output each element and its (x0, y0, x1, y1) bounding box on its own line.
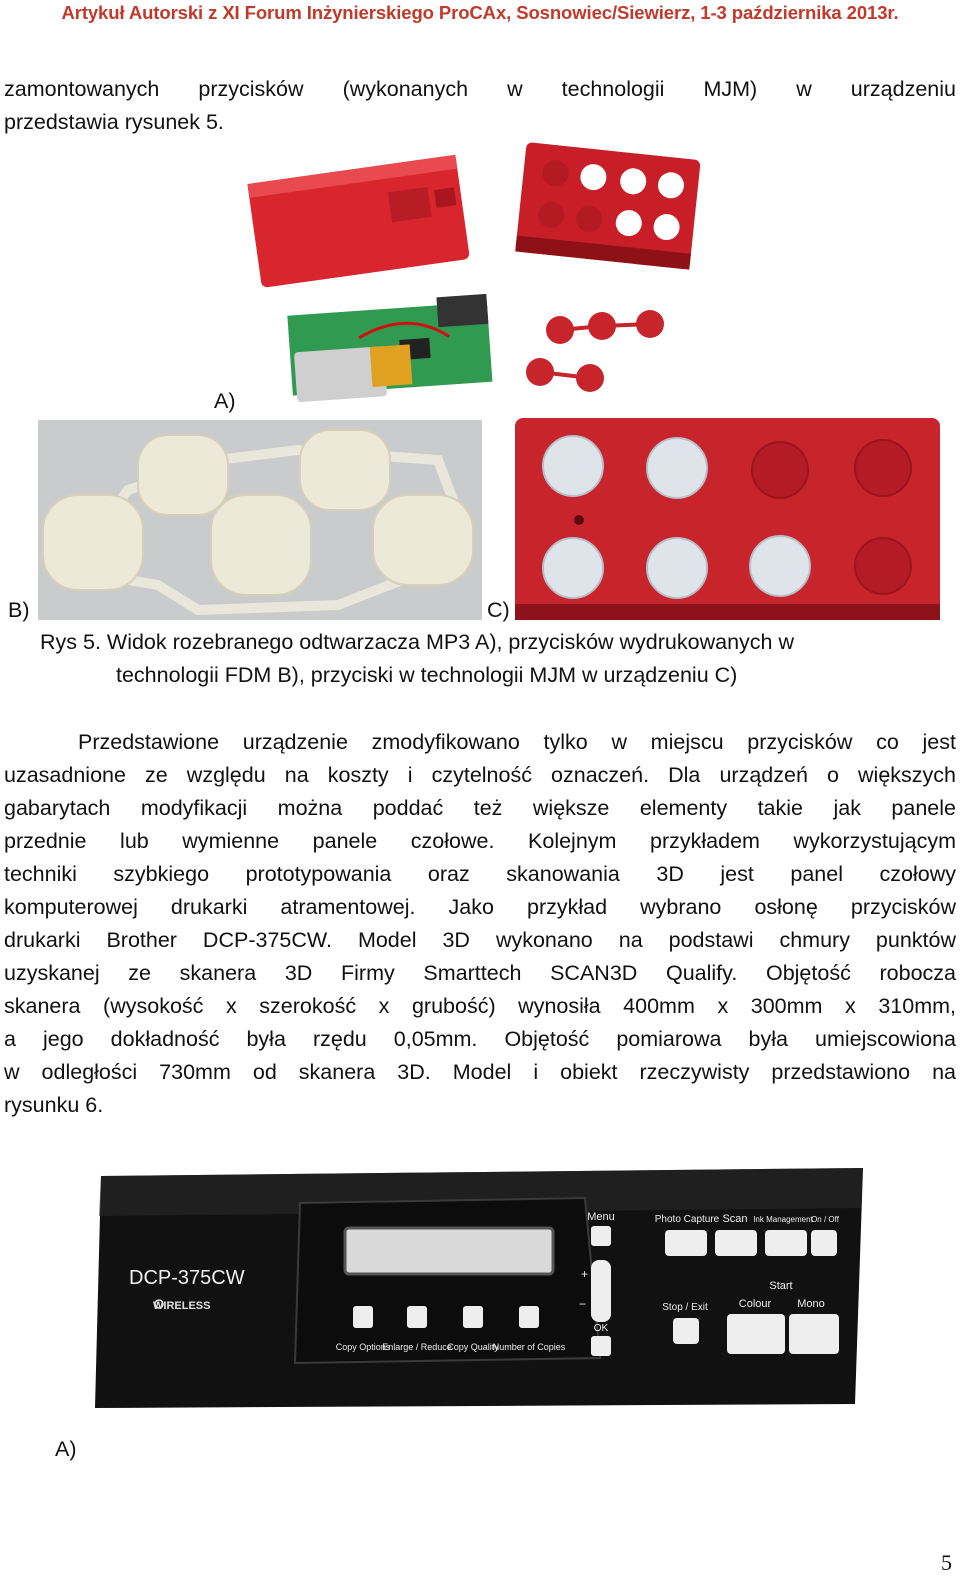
menu-label: Menu (587, 1211, 615, 1223)
colour-label: Colour (738, 1298, 772, 1310)
text-line: uzasadnione ze względu na koszty i czytelność oznaczeń. Dla urządzeń o większych (4, 763, 956, 787)
text-line: uzyskanej ze skanera 3D Firmy Smarttech SCAN3D Qualify. Objętość robocza (4, 961, 956, 985)
copy-quality-label: Copy Quality (447, 1342, 499, 1352)
text-line: rysunku 6. (4, 1093, 104, 1117)
copy-options-label: Copy Options (335, 1342, 391, 1352)
start-label: Start (769, 1280, 793, 1292)
text-line: gabarytach modyfikacji można poddać też większe elementy takie jak panele (4, 796, 956, 820)
text-line: komputerowej drukarki atramentowej. Jako przykład wybrano osłonę przycisków (4, 895, 956, 919)
mjm-buttons-photo (515, 418, 940, 620)
ink-management-label: Ink Management (753, 1215, 813, 1224)
panel-model-text: DCP-375CW (129, 1267, 245, 1289)
printer-panel-photo (95, 1168, 870, 1413)
plus-label: + (581, 1267, 589, 1281)
page-number: 5 (941, 1550, 952, 1575)
fdm-buttons-photo (38, 420, 482, 620)
body-paragraph (4, 726, 956, 1122)
running-header: Artykuł Autorski z XI Forum Inżynierskiego ProCAx, Sosnowiec/Siewierz, 1-3 października 2013r. (61, 2, 899, 23)
intro-paragraph (4, 73, 956, 139)
stop-exit-label: Stop / Exit (662, 1302, 708, 1313)
ok-label: OK (593, 1323, 609, 1334)
text-line: drukarki Brother DCP-375CW. Model 3D wykonano na podstawi chmury punktów (4, 928, 956, 952)
caption-line: Rys 5. Widok rozebranego odtwarzacza MP3 A), przycisków wydrukowanych w (40, 630, 794, 654)
minus-label: − (579, 1297, 587, 1311)
photo-capture-label: Photo Capture (654, 1214, 720, 1225)
mp3-disassembled-photo (240, 140, 700, 415)
figure-label-a: A) (214, 389, 236, 413)
figure-label-b: B) (8, 598, 30, 622)
figure-6-label-a: A) (55, 1437, 77, 1461)
text-line: skanera (wysokość x szerokość x grubość) wynosiła 400mm x 300mm x 310mm, (4, 994, 956, 1018)
figure-label-c: C) (487, 598, 510, 622)
panel-wireless-text: WIRELESS (153, 1300, 211, 1312)
text-line: Przedstawione urządzenie zmodyfikowano tylko w miejscu przycisków co jest (78, 730, 956, 754)
text-line: techniki szybkiego prototypowania oraz skanowania 3D jest panel czołowy (4, 862, 956, 886)
figure-5-caption (0, 626, 960, 696)
on-off-label: On / Off (811, 1215, 839, 1224)
text-line: przednie lub wymienne panele czołowe. Kolejnym przykładem wykorzystującym (4, 829, 956, 853)
enlarge-reduce-label: Enlarge / Reduce (382, 1342, 452, 1352)
text-line: zamontowanych przycisków (wykonanych w technologii MJM) w urządzeniu (4, 77, 956, 101)
mono-label: Mono (797, 1298, 825, 1310)
caption-line: technologii FDM B), przyciski w technologii MJM w urządzeniu C) (116, 663, 738, 687)
text-line: a jego dokładność była rzędu 0,05mm. Objętość pomiarowa była umiejscowiona (4, 1027, 956, 1051)
text-line: przedstawia rysunek 5. (4, 110, 224, 134)
number-of-copies-label: Number of Copies (492, 1342, 566, 1352)
text-line: w odległości 730mm od skanera 3D. Model i obiekt rzeczywisty przedstawiono na (4, 1060, 956, 1084)
scan-label: Scan (722, 1213, 748, 1225)
